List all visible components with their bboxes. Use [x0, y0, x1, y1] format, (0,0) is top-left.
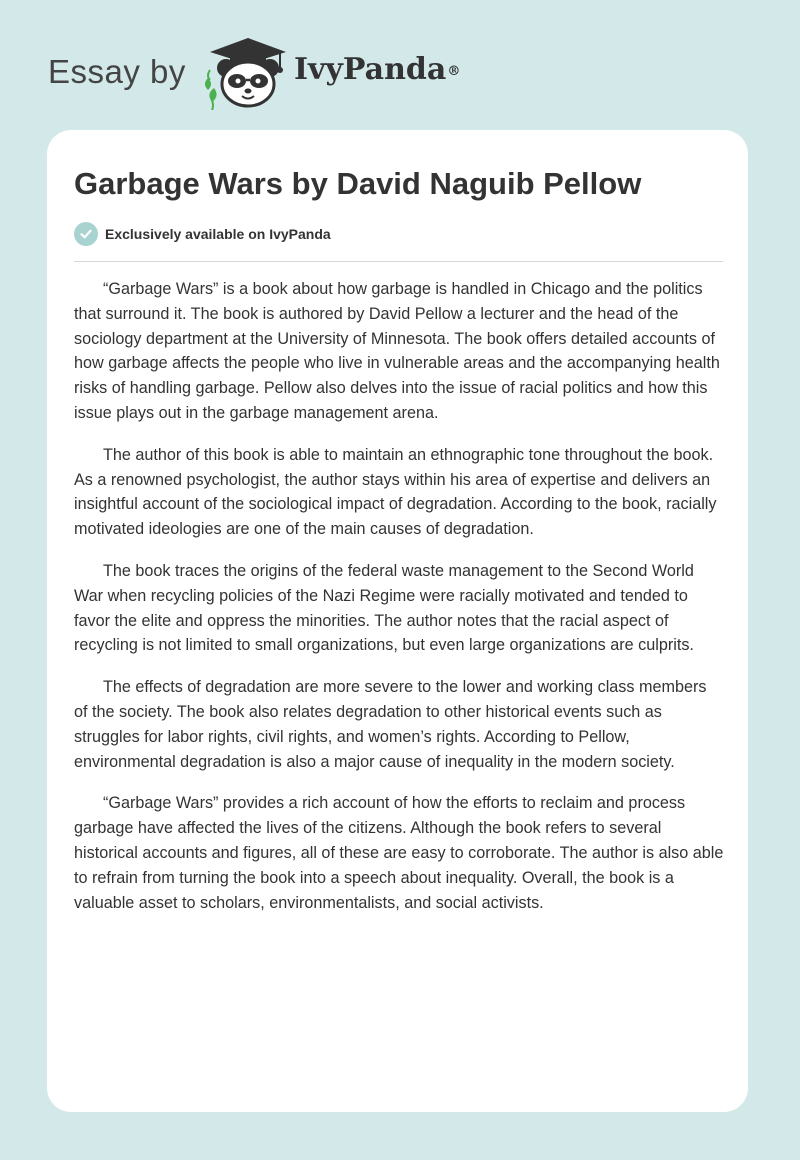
paragraph: “Garbage Wars” provides a rich account of how the efforts to reclaim and process garbage have affected the lives of the citizens. Although the book refers to several historical accounts and figures, all of these are easy to corroborate. The author is also able to refrain from turning the book into a speech about inequality. Overall, the book is a valuable asset to scholars, environmentalists, and social activists.	[74, 794, 724, 912]
page-title: Garbage Wars by David Naguib Pellow	[74, 166, 642, 201]
brand-text: IvyPanda	[294, 52, 447, 87]
paragraph: The effects of degradation are more severe to the lower and working class members of the society. The book also relates degradation to other historical events such as struggles for labor rights, civil rights, and women’s rights. According to Pellow, environmental degradation is also a major cause of inequality in the modern society.	[74, 678, 707, 771]
registered-mark: ®	[447, 64, 461, 79]
paragraph: The author of this book is able to maintain an ethnographic tone throughout the book. As a renowned psychologist, the author stays within his area of expertise and delivers an insightful account of the sociological impact of degradation. According to the book, racially motivated ideologies are one of the main causes of degradation.	[74, 445, 717, 539]
check-circle-icon	[74, 222, 98, 246]
essay-body	[74, 277, 724, 932]
panda-logo-icon[interactable]	[200, 34, 292, 110]
essay-by-label: Essay by	[48, 53, 186, 90]
exclusive-badge-text: Exclusively available on IvyPanda	[105, 226, 331, 242]
essay-card	[47, 130, 748, 1112]
divider	[74, 261, 723, 262]
site-header	[0, 0, 800, 130]
paragraph: The book traces the origins of the federal waste management to the Second World War when recycling policies of the Nazi Regime were racially motivated and tended to favor the elite and oppress the minorities. The author notes that the racial aspect of recycling is not limited to small organizations, but even large organizations are culprits.	[74, 561, 694, 655]
exclusive-badge	[74, 222, 331, 246]
brand-name[interactable]	[294, 50, 460, 90]
paragraph: “Garbage Wars” is a book about how garbage is handled in Chicago and the politics that surround it. The book is authored by David Pellow a lecturer and the head of the sociology department at the University of Minnesota. The book offers detailed accounts of how garbage affects the people who live in vulnerable areas and the accompanying health risks of handling garbage. Pellow also delves into the issue of racial politics and how this issue plays out in the garbage management arena.	[74, 280, 720, 422]
